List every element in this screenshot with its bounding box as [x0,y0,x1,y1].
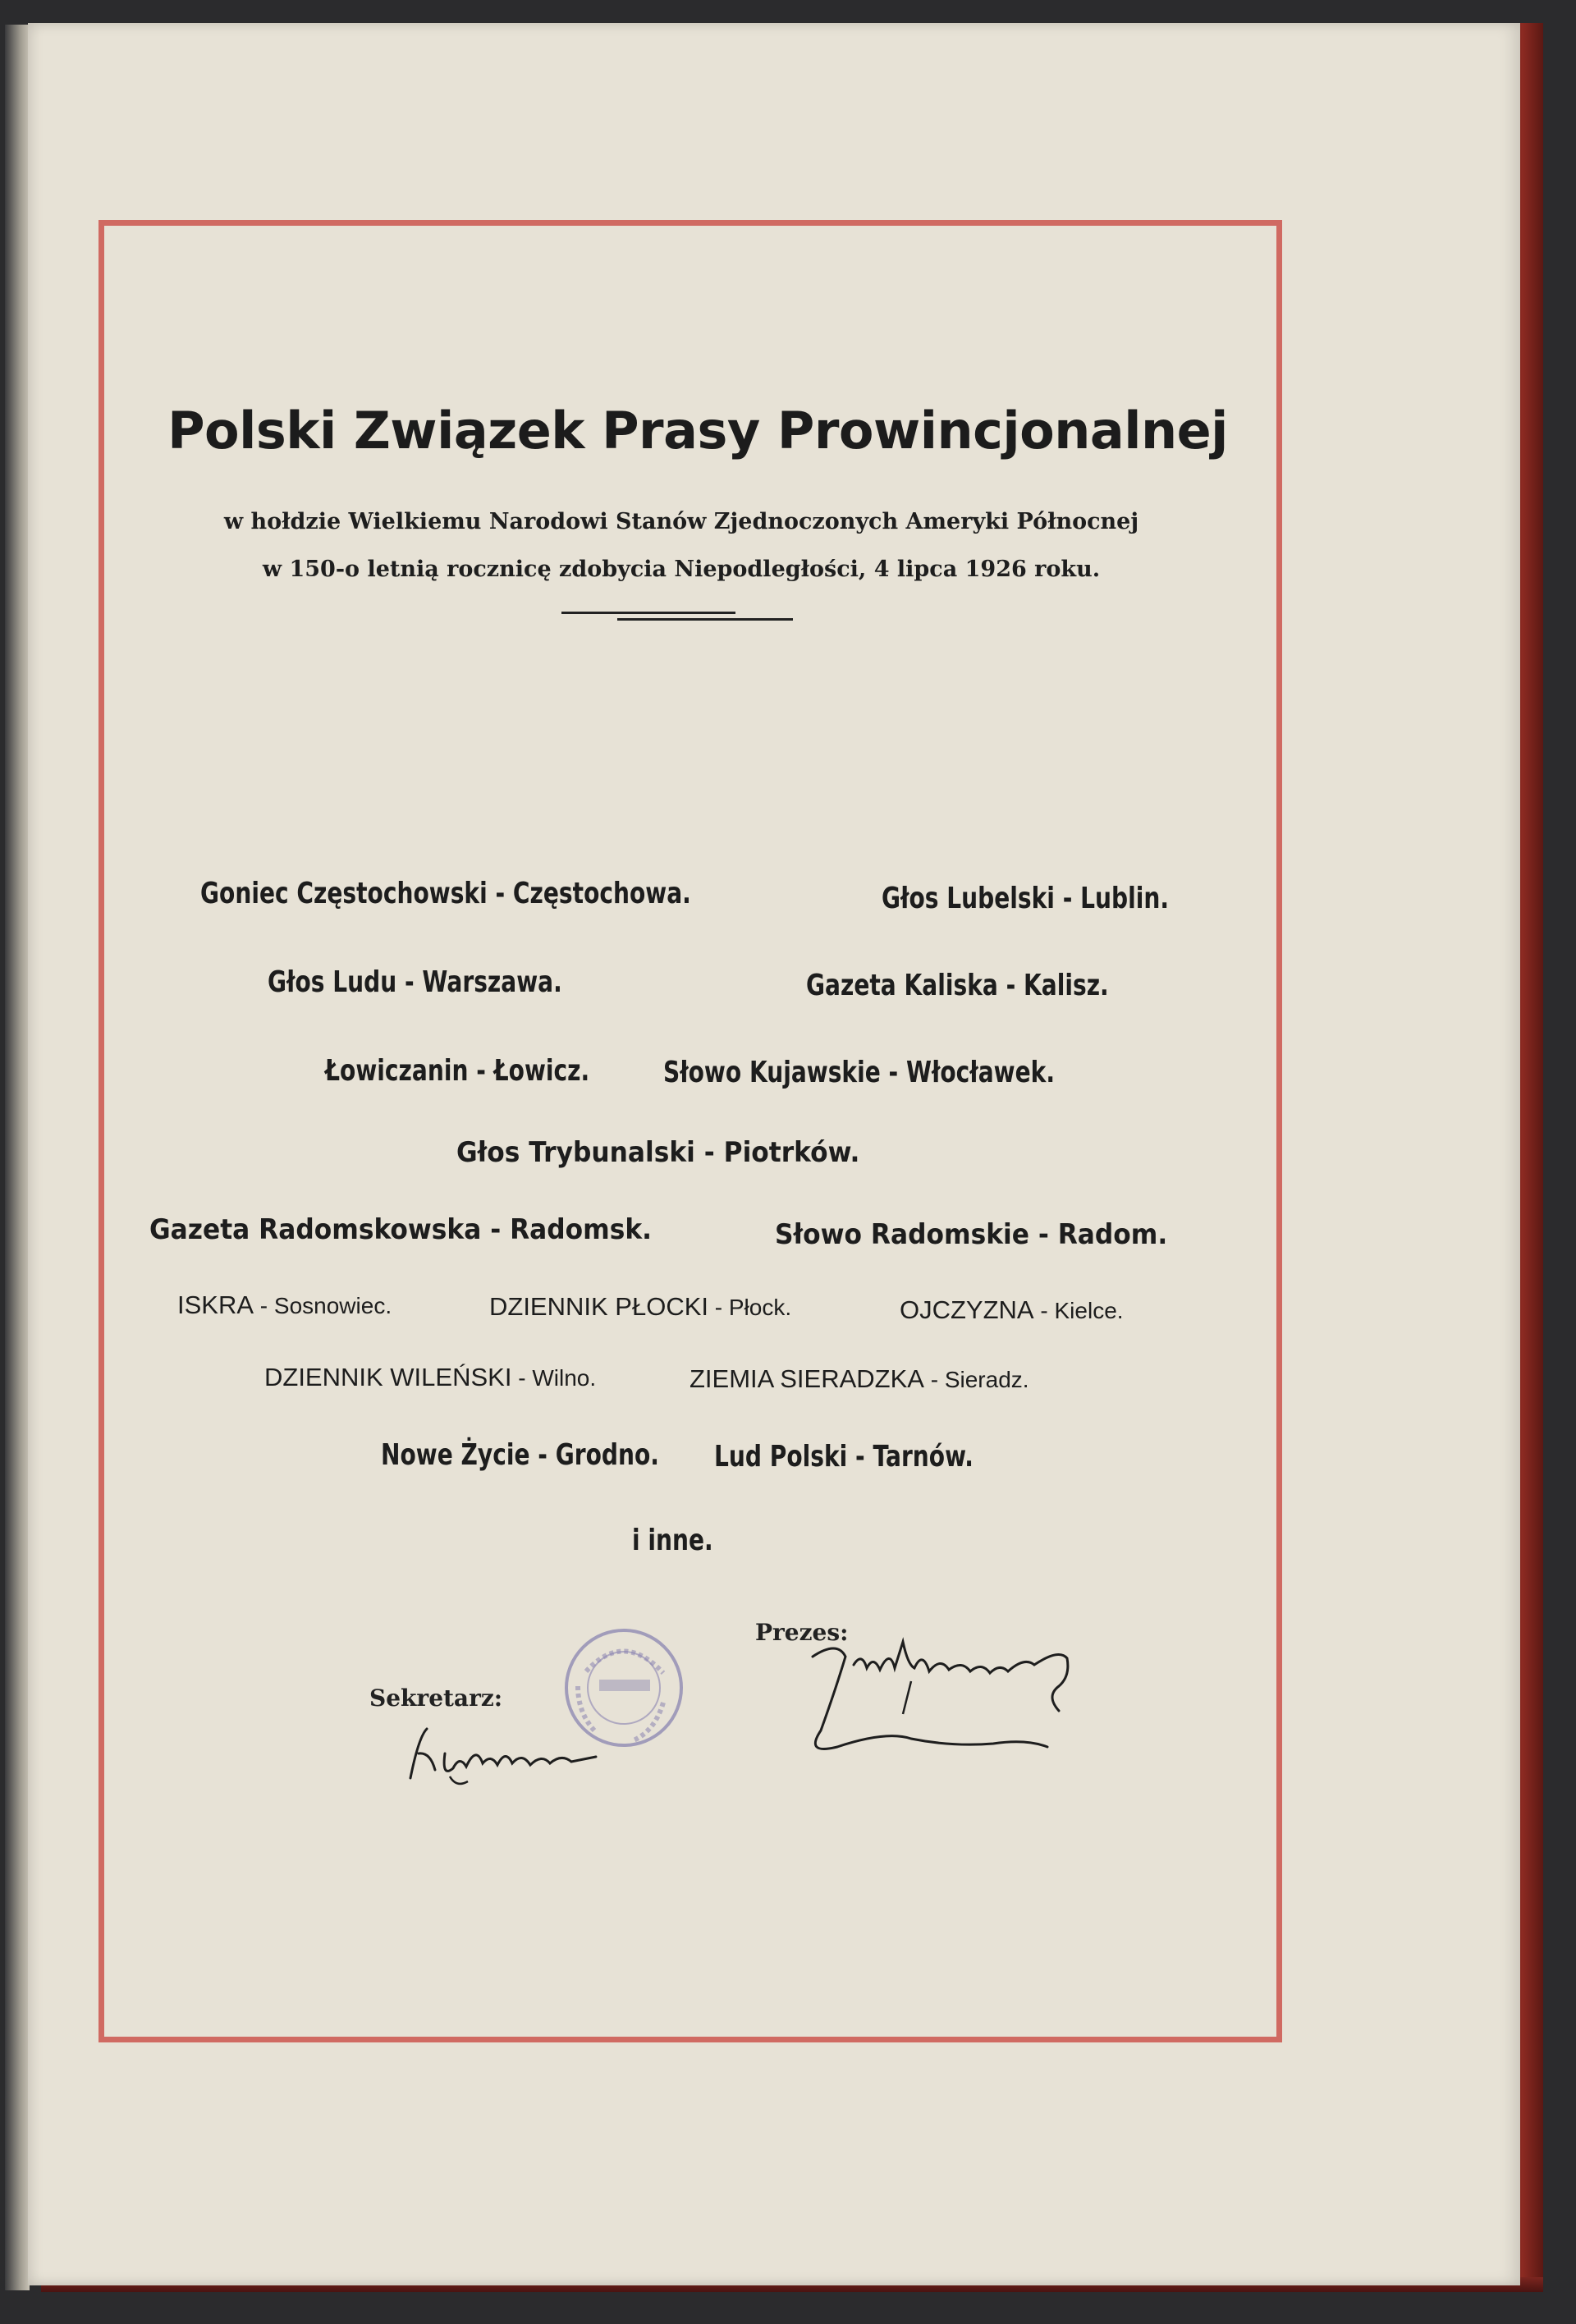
decorative-rule-lower [617,618,793,621]
newspaper-dziennik-wilenski: DZIENNIK WILEŃSKI - Wilno. [264,1363,597,1391]
newspaper-glos-trybunalski: Głos Trybunalski - Piotrków. [456,1136,860,1169]
newspaper-ziemia-sieradzka: ZIEMIA SIERADZKA - Sieradz. [690,1364,1029,1393]
binding-left-strip [5,25,30,2290]
newspaper-gazeta-kaliska: Gazeta Kaliska - Kalisz. [806,969,1109,1002]
secretary-label: Sekretarz: [369,1685,503,1712]
secretary-signature [402,1721,607,1795]
newspaper-goniec-czestochowski: Goniec Częstochowski - Częstochowa. [200,877,691,910]
document-title: Polski Związek Prasy Prowincjonalnej [167,401,1228,461]
closing-and-others: i inne. [632,1524,713,1557]
newspaper-ojczyzna: OJCZYZNA - Kielce. [900,1295,1124,1324]
newspaper-slowo-radomskie: Słowo Radomskie - Radom. [775,1218,1168,1251]
decorative-rule-upper [561,612,735,614]
newspaper-glos-lubelski: Głos Lubelski - Lublin. [882,882,1170,915]
newspaper-lud-polski: Lud Polski - Tarnów. [714,1440,974,1474]
newspaper-nowe-zycie: Nowe Życie - Grodno. [381,1438,659,1472]
newspaper-iskra: ISKRA - Sosnowiec. [177,1290,392,1319]
red-border-frame [98,220,1282,2042]
newspaper-gazeta-radomskowska: Gazeta Radomskowska - Radomsk. [149,1213,653,1246]
dedication-line-2: w 150-o letnią rocznicę zdobycia Niepodległości, 4 lipca 1926 roku. [262,557,1101,582]
president-label: Prezes: [755,1619,849,1646]
newspaper-slowo-kujawskie: Słowo Kujawskie - Włocławek. [663,1056,1056,1089]
president-signature [788,1632,1084,1755]
dedication-line-1: w hołdzie Wielkiemu Narodowi Stanów Zjednoczonych Ameryki Północnej [223,509,1139,534]
newspaper-glos-ludu: Głos Ludu - Warszawa. [268,965,562,999]
newspaper-dziennik-plocki: DZIENNIK PŁOCKI - Płock. [489,1292,792,1321]
newspaper-lowiczanin: Łowiczanin - Łowicz. [325,1054,590,1088]
